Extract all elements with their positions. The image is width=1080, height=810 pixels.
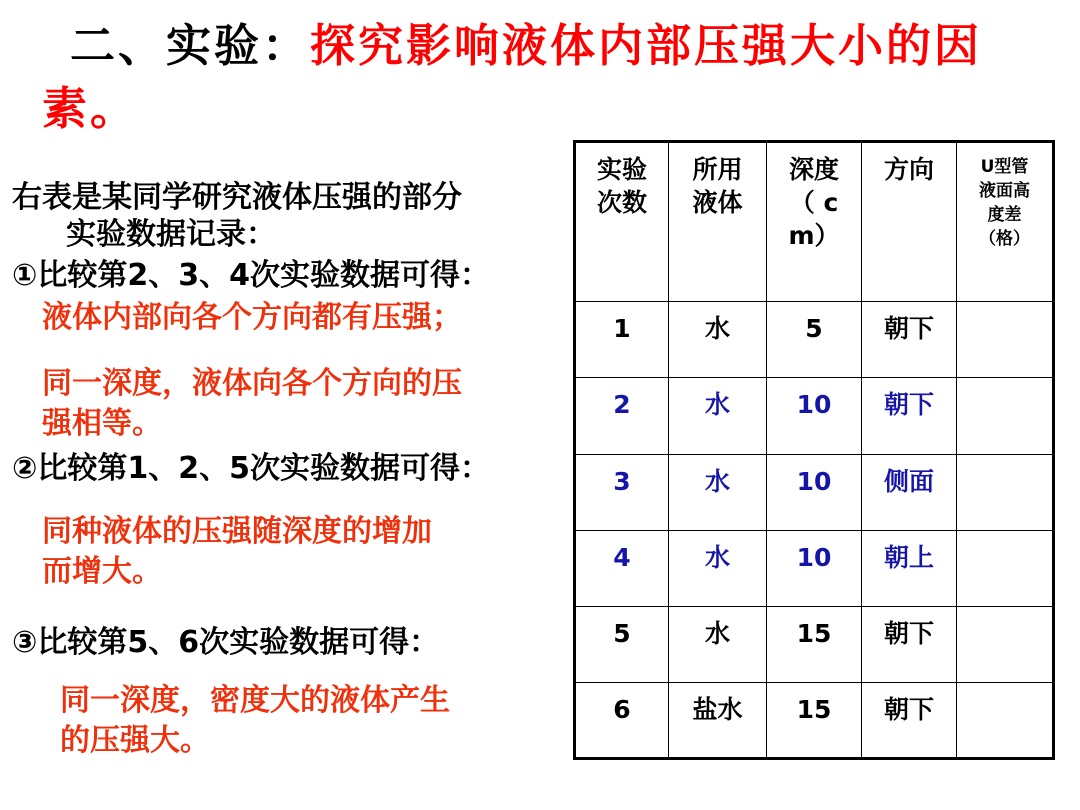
- cell-trial-number: 6: [575, 682, 669, 758]
- cell-liquid: 盐水: [669, 682, 767, 758]
- answer-2-line-2: 而增大。: [42, 554, 162, 589]
- cell-height-difference: [957, 378, 1054, 454]
- question-3: ③比较第5、6次实验数据可得：: [12, 625, 440, 660]
- cell-height-difference: [957, 682, 1054, 758]
- cell-direction: 朝下: [862, 682, 957, 758]
- cell-trial-number: 1: [575, 302, 669, 378]
- header-line: 液面高: [979, 181, 1030, 201]
- question-1: ①比较第2、3、4次实验数据可得：: [12, 258, 491, 293]
- cell-depth: 10: [767, 454, 862, 530]
- cell-trial-number: 4: [575, 530, 669, 606]
- header-line: 次数: [596, 188, 647, 217]
- title-prefix: 二、实验：: [70, 19, 311, 72]
- table-row: [575, 682, 1054, 758]
- table-row: [575, 454, 1054, 530]
- cell-depth: 5: [767, 302, 862, 378]
- answer-1b-line-1: 同一深度，液体向各个方向的压: [42, 366, 462, 401]
- cell-liquid: 水: [669, 302, 767, 378]
- cell-height-difference: [957, 606, 1054, 682]
- table-row: [575, 530, 1054, 606]
- header-height-difference: [957, 142, 1054, 302]
- cell-depth: 10: [767, 530, 862, 606]
- answer-1-line-1: 液体内部向各个方向都有压强；: [42, 300, 462, 335]
- answer-3-line-2: 的压强大。: [60, 723, 210, 758]
- header-line: m）: [788, 221, 840, 250]
- cell-liquid: 水: [669, 530, 767, 606]
- cell-height-difference: [957, 530, 1054, 606]
- cell-direction: 朝下: [862, 302, 957, 378]
- question-2: ②比较第1、2、5次实验数据可得：: [12, 451, 491, 486]
- cell-trial-number: 2: [575, 378, 669, 454]
- cell-liquid: 水: [669, 606, 767, 682]
- cell-height-difference: [957, 454, 1054, 530]
- header-line: 液体: [692, 188, 743, 217]
- table-row: [575, 378, 1054, 454]
- slide-title: [42, 14, 1002, 140]
- cell-height-difference: [957, 302, 1054, 378]
- header-trial-number: [575, 142, 669, 302]
- experiment-data-table: [573, 140, 1055, 760]
- header-direction: [862, 142, 957, 302]
- header-line: 度差: [987, 205, 1022, 225]
- header-line: 实验: [596, 155, 647, 184]
- intro-line-1: 右表是某同学研究液体压强的部分: [12, 180, 462, 215]
- header-line: 深度: [788, 155, 839, 184]
- intro-line-2: 实验数据记录：: [66, 217, 276, 252]
- header-line: 方向: [883, 155, 934, 184]
- cell-trial-number: 3: [575, 454, 669, 530]
- table-header-row: [575, 142, 1054, 302]
- answer-2-line-1: 同种液体的压强随深度的增加: [42, 514, 432, 549]
- table-row: [575, 606, 1054, 682]
- cell-trial-number: 5: [575, 606, 669, 682]
- header-line: （ c: [789, 188, 839, 217]
- cell-depth: 15: [767, 682, 862, 758]
- header-line: （格）: [979, 229, 1030, 249]
- header-liquid: [669, 142, 767, 302]
- cell-direction: 朝上: [862, 530, 957, 606]
- cell-depth: 15: [767, 606, 862, 682]
- cell-liquid: 水: [669, 378, 767, 454]
- header-line: 所用: [692, 155, 743, 184]
- cell-direction: 侧面: [862, 454, 957, 530]
- answer-1b-line-2: 强相等。: [42, 406, 162, 441]
- title-highlight: 探究影响液体内部压强大小的因素。: [42, 19, 983, 135]
- cell-direction: 朝下: [862, 378, 957, 454]
- cell-liquid: 水: [669, 454, 767, 530]
- cell-direction: 朝下: [862, 606, 957, 682]
- cell-depth: 10: [767, 378, 862, 454]
- answer-3-line-1: 同一深度，密度大的液体产生: [60, 683, 450, 718]
- table-body: [575, 302, 1054, 759]
- table-row: [575, 302, 1054, 378]
- header-line: U型管: [980, 157, 1029, 177]
- header-depth: [767, 142, 862, 302]
